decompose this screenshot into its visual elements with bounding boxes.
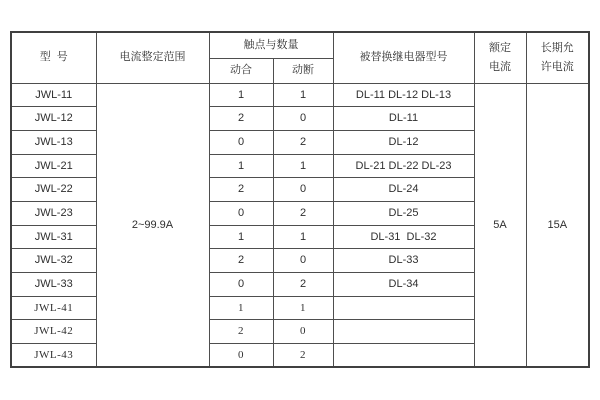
model-cell: JWL-43 [11,344,96,368]
model-cell: JWL-21 [11,154,96,178]
contact-no-count-cell: 0 [209,130,273,154]
longterm-current-value-cell: 15A [526,83,589,367]
replaced-models-cell: DL-21 DL-22 DL-23 [333,154,474,178]
contact-no-count-cell: 2 [209,320,273,344]
replaced-models-cell [333,344,474,368]
current-setting-range-cell: 2~99.9A [96,83,209,367]
contact-no-count-cell: 2 [209,249,273,273]
model-cell: JWL-11 [11,83,96,107]
contact-nc-count-cell: 1 [273,83,333,107]
header-longterm-current-line2: 许电流 [540,60,574,73]
model-cell: JWL-42 [11,320,96,344]
contact-no-count-cell: 1 [209,225,273,249]
contact-no-count-cell: 1 [209,83,273,107]
contact-no-count-cell: 1 [209,154,273,178]
model-cell: JWL-41 [11,296,96,320]
contact-no-count-cell: 0 [209,273,273,297]
header-rated-current-line2: 电流 [489,60,511,73]
contact-no-count-cell: 2 [209,107,273,131]
header-rated-current-line1: 额定 [489,42,511,55]
contact-nc-count-cell: 1 [273,225,333,249]
contact-nc-count-cell: 1 [273,154,333,178]
contact-nc-count-cell: 2 [273,273,333,297]
contact-nc-count-cell: 0 [273,249,333,273]
replaced-models-cell [333,320,474,344]
contact-no-count-cell: 2 [209,178,273,202]
header-contact-normally-closed: 动断 [273,58,333,83]
contact-no-count-cell: 0 [209,344,273,368]
header-replaced-relay-model: 被替换继电器型号 [333,32,474,83]
header-contact-normally-open: 动合 [209,58,273,83]
header-contacts-group: 触点与数量 [209,32,333,58]
header-longterm-current-line1: 长期允 [540,42,574,55]
model-cell: JWL-31 [11,225,96,249]
contact-no-count-cell: 0 [209,201,273,225]
contact-nc-count-cell: 2 [273,130,333,154]
replaced-models-cell: DL-24 [333,178,474,202]
replaced-models-cell: DL-33 [333,249,474,273]
relay-spec-table [10,31,590,368]
contact-no-count-cell: 1 [209,296,273,320]
contact-nc-count-cell: 2 [273,201,333,225]
replaced-models-cell: DL-34 [333,273,474,297]
model-cell: JWL-23 [11,201,96,225]
replaced-models-cell: DL-11 [333,107,474,131]
contact-nc-count-cell: 0 [273,178,333,202]
contact-nc-count-cell: 0 [273,107,333,131]
model-cell: JWL-32 [11,249,96,273]
header-longterm-current [526,32,589,83]
replaced-models-cell: DL-11 DL-12 DL-13 [333,83,474,107]
model-cell: JWL-22 [11,178,96,202]
table-row [11,83,589,107]
model-cell: JWL-13 [11,130,96,154]
replaced-models-cell: DL-12 [333,130,474,154]
header-model: 型 号 [11,32,96,83]
rated-current-value-cell: 5A [474,83,526,367]
replaced-models-cell [333,296,474,320]
contact-nc-count-cell: 0 [273,320,333,344]
replaced-models-cell: DL-25 [333,201,474,225]
model-cell: JWL-33 [11,273,96,297]
table-body [11,83,589,367]
contact-nc-count-cell: 1 [273,296,333,320]
replaced-models-cell: DL-31 DL-32 [333,225,474,249]
header-rated-current [474,32,526,83]
contact-nc-count-cell: 2 [273,344,333,368]
model-cell: JWL-12 [11,107,96,131]
header-current-setting-range: 电流整定范围 [96,32,209,83]
